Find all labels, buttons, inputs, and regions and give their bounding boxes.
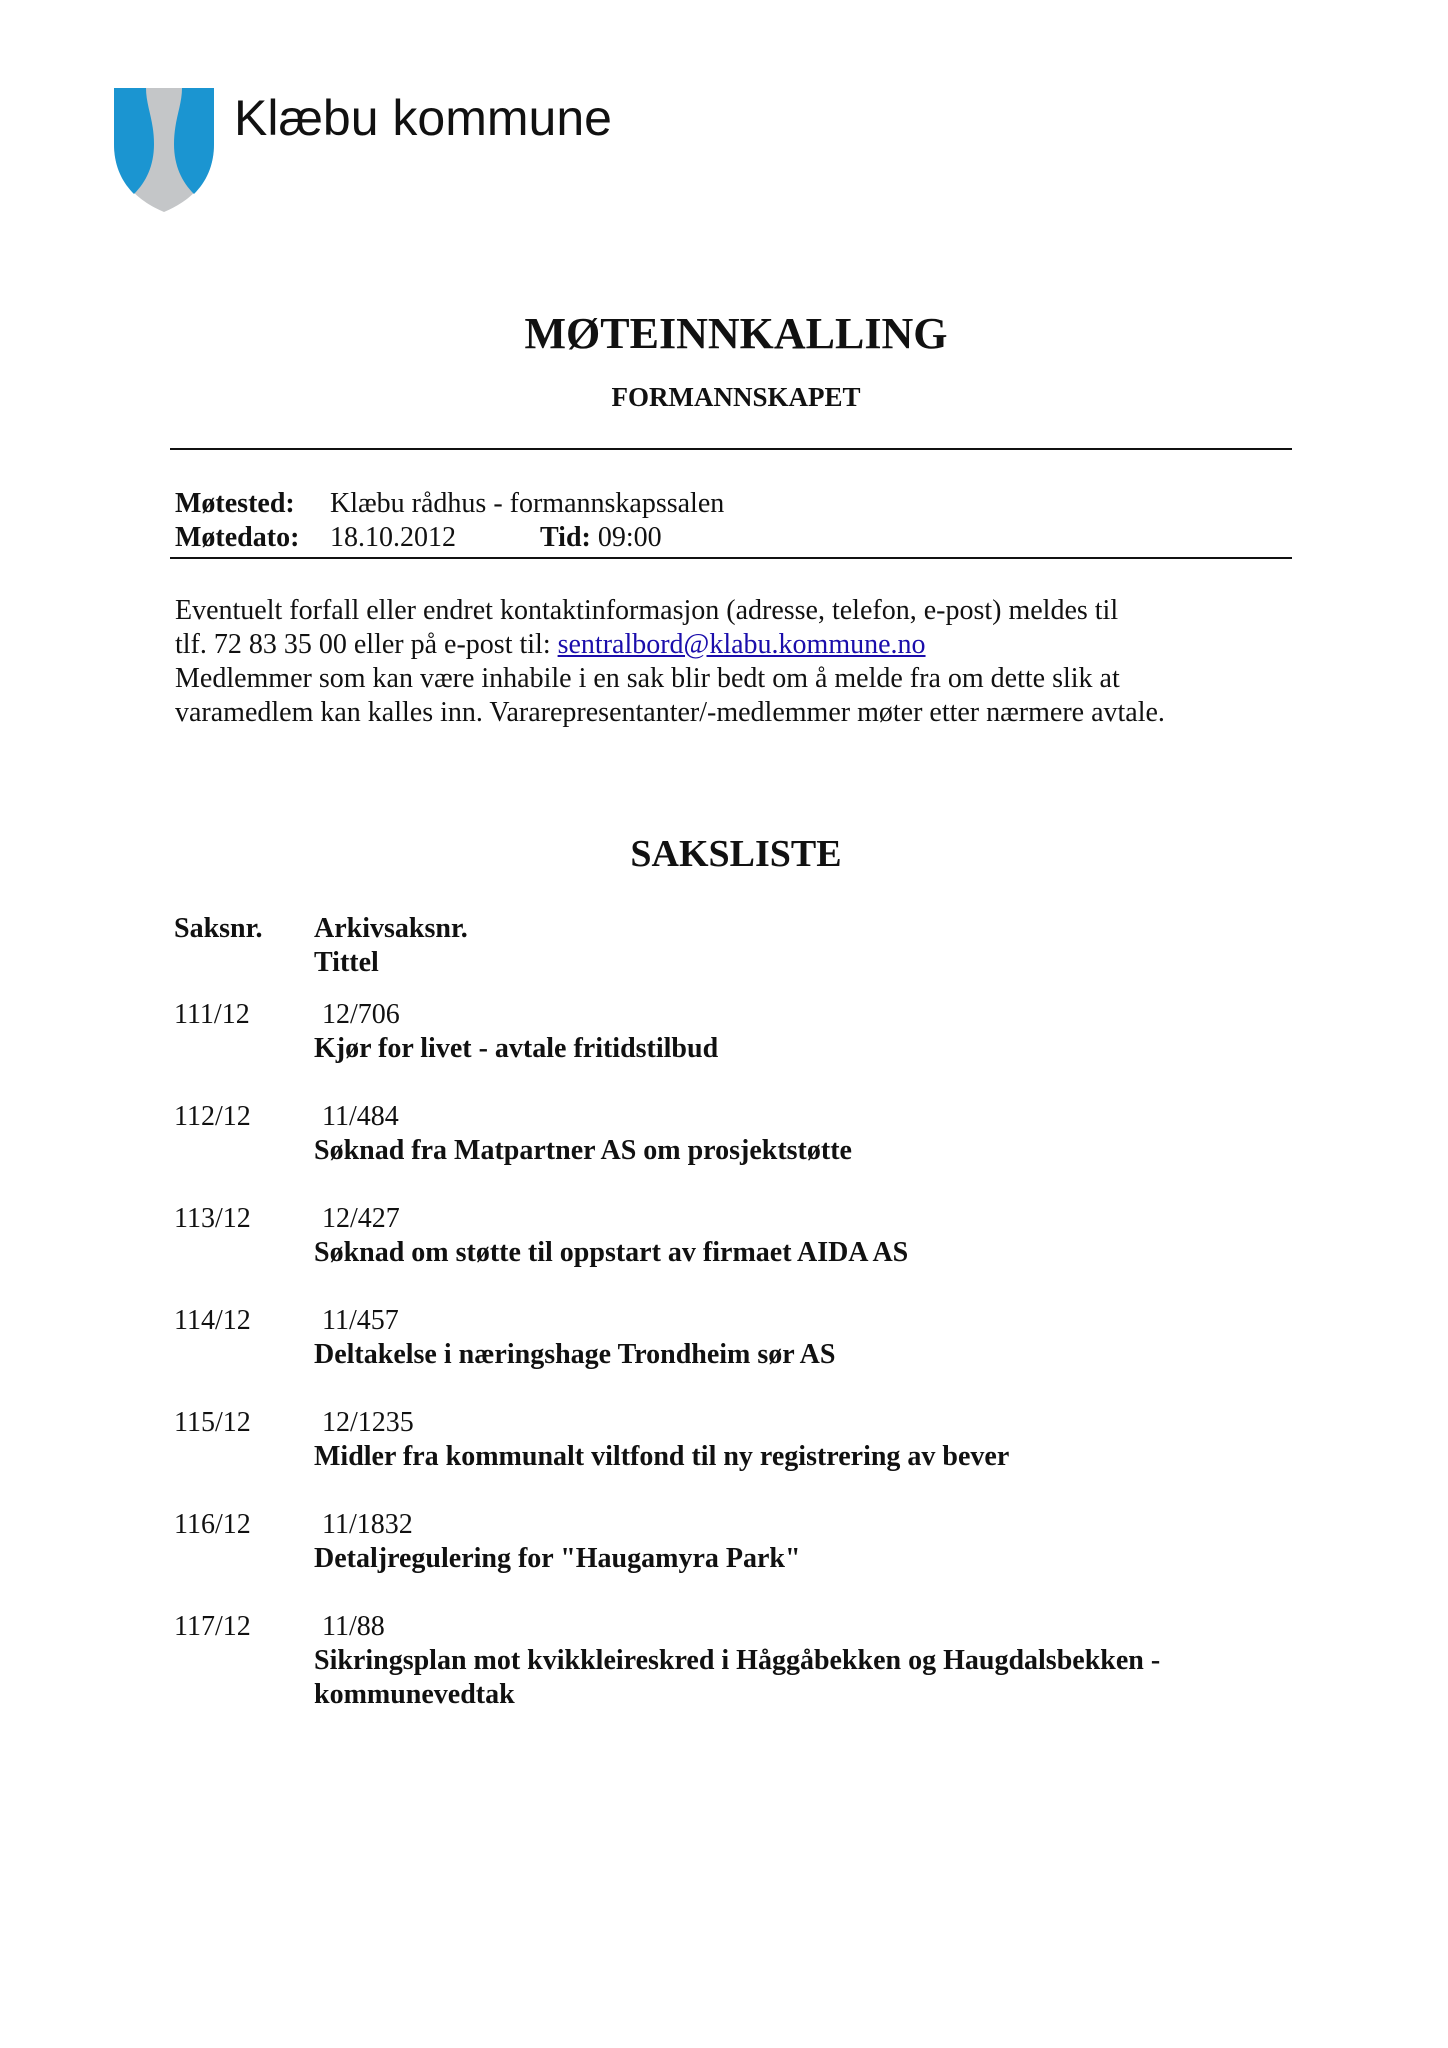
case-number: 115/12 (174, 1407, 251, 1438)
notice-line-4: varamedlem kan kalles inn. Vararepresentanter/-medlemmer møter etter nærmere avtale. (175, 697, 1165, 728)
agenda-title: SAKSLISTE (630, 833, 842, 875)
divider-bottom (170, 557, 1292, 559)
notice-line-1: Eventuelt forfall eller endret kontaktinformasjon (adresse, telefon, e-post) meldes til (175, 595, 1119, 626)
case-title: Deltakelse i næringshage Trondheim sør AS (314, 1339, 836, 1370)
notice-phone-text: tlf. 72 83 35 00 eller på e-post til: (175, 629, 558, 660)
case-title: Detaljregulering for "Haugamyra Park" (314, 1543, 801, 1574)
case-number: 111/12 (174, 999, 250, 1030)
meeting-date-row (175, 521, 662, 555)
header-archive-no: Arkivsaksnr. (314, 913, 468, 944)
case-number: 114/12 (174, 1305, 251, 1336)
case-number: 116/12 (174, 1509, 251, 1540)
agenda-item (174, 1202, 1294, 1304)
agenda-item (174, 998, 1294, 1100)
coat-of-arms-icon (110, 86, 218, 214)
agenda-item (174, 1304, 1294, 1406)
header-title: Tittel (314, 947, 379, 978)
case-title: Kjør for livet - avtale fritidstilbud (314, 1033, 719, 1064)
archive-number: 11/484 (322, 1101, 399, 1132)
agenda-item (174, 1508, 1294, 1610)
agenda-item (174, 1610, 1294, 1712)
meeting-place-value: Klæbu rådhus - formannskapssalen (330, 488, 725, 519)
archive-number: 11/457 (322, 1305, 399, 1336)
case-title: Søknad om støtte til oppstart av firmaet AIDA AS (314, 1237, 909, 1268)
meeting-place-row (175, 487, 724, 521)
meeting-place-label: Møtested: (175, 488, 295, 519)
archive-number: 12/706 (322, 999, 400, 1030)
meeting-time-value: 09:00 (597, 522, 662, 553)
archive-number: 12/1235 (322, 1407, 414, 1438)
agenda-item (174, 1100, 1294, 1202)
archive-number: 12/427 (322, 1203, 400, 1234)
notice-line-2 (175, 628, 1305, 662)
agenda-list (174, 998, 1294, 1712)
case-number: 112/12 (174, 1101, 251, 1132)
case-title: Midler fra kommunalt viltfond til ny registrering av bever (314, 1441, 1010, 1472)
agenda-item (174, 1406, 1294, 1508)
notice-paragraph (175, 594, 1305, 730)
archive-number: 11/88 (322, 1611, 385, 1642)
meeting-date-label: Møtedato: (175, 522, 300, 553)
meeting-date-value: 18.10.2012 (330, 522, 456, 553)
case-number: 113/12 (174, 1203, 251, 1234)
committee-name: FORMANNSKAPET (611, 382, 861, 412)
email-link[interactable]: sentralbord@klabu.kommune.no (557, 629, 926, 660)
divider-top (170, 448, 1292, 450)
document-title: MØTEINNKALLING (524, 309, 948, 358)
meeting-time-label: Tid: (540, 522, 591, 553)
notice-line-3: Medlemmer som kan være inhabile i en sak blir bedt om å melde fra om dette slik at (175, 663, 1120, 694)
case-title: Søknad fra Matpartner AS om prosjektstøtte (314, 1135, 852, 1166)
header-case-no: Saksnr. (174, 913, 263, 944)
case-number: 117/12 (174, 1611, 251, 1642)
archive-number: 11/1832 (322, 1509, 413, 1540)
municipality-name: Klæbu kommune (234, 90, 612, 146)
case-title: Sikringsplan mot kvikkleireskred i Håggåbekken og Haugdalsbekken - kommunevedtak (314, 1645, 1161, 1710)
